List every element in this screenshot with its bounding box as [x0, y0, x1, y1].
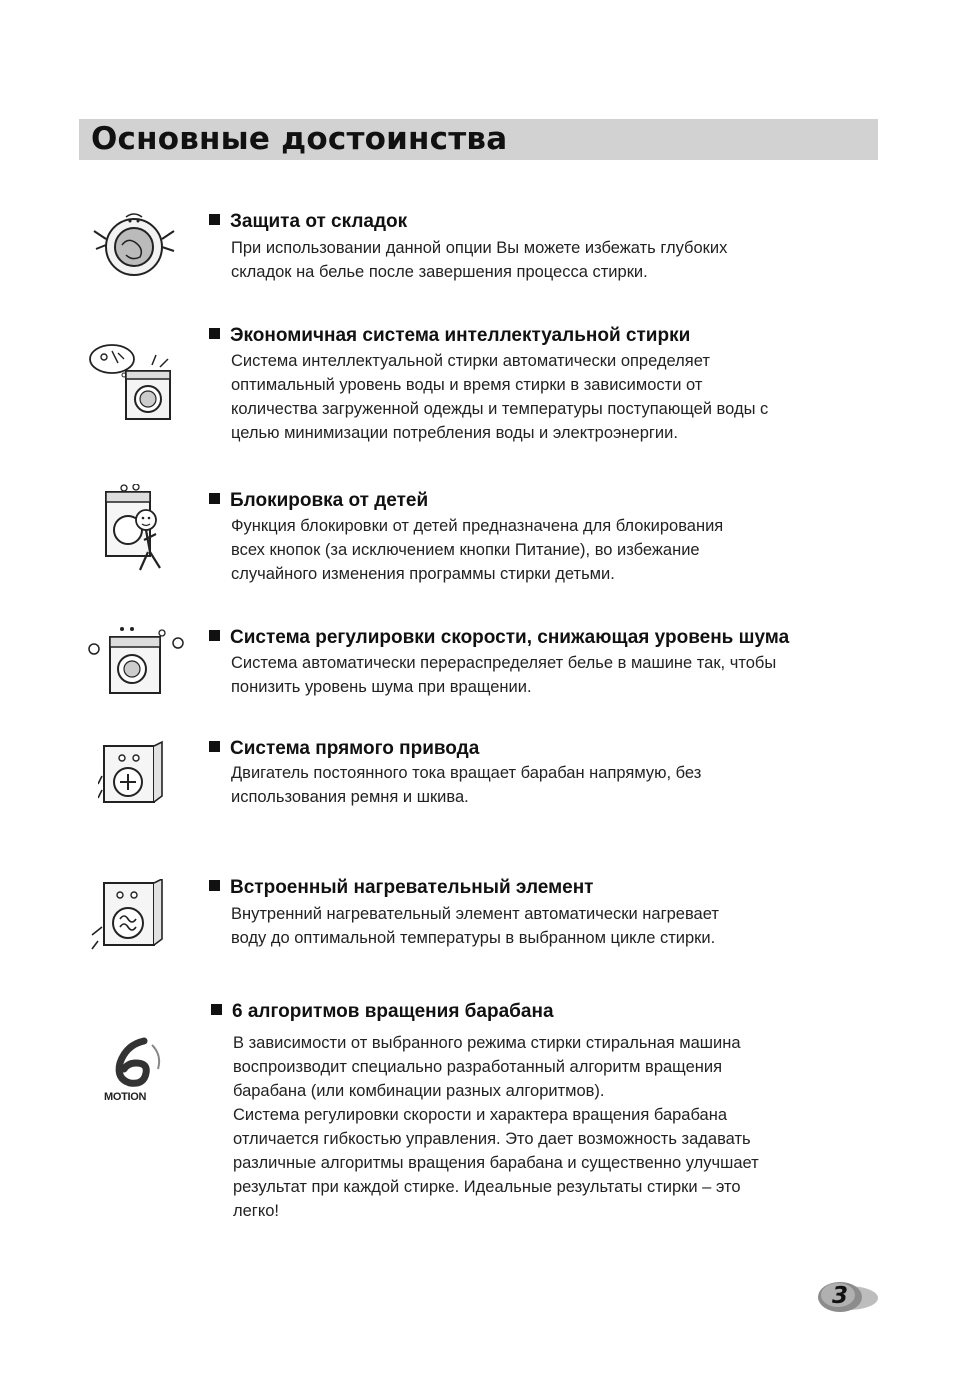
- bullet-square-icon: [209, 214, 220, 225]
- smart-wash-icon: [88, 341, 178, 423]
- feature-heading: Защита от складок: [209, 211, 407, 233]
- bullet-square-icon: [209, 493, 220, 504]
- feature-heading: Экономичная система интеллектуальной стирки: [209, 325, 690, 347]
- six-motion-label: MOTION: [104, 1091, 147, 1103]
- crease-protection-icon: [92, 209, 178, 283]
- feature-text: Двигатель постоянного тока вращает барабан напрямую, без использования ремня и шкива.: [231, 764, 702, 806]
- feature-heading: Система регулировки скорости, снижающая уровень шума: [209, 627, 789, 649]
- feature-text: Внутренний нагревательный элемент автоматически нагревает воду до оптимальной температуры в выбранном цикле стирки.: [231, 905, 719, 947]
- bullet-square-icon: [209, 741, 220, 752]
- direct-drive-icon: [98, 740, 166, 810]
- feature-heading: Система прямого привода: [209, 738, 479, 760]
- bullet-square-icon: [211, 1004, 222, 1015]
- feature-text: Система автоматически перераспределяет белье в машине так, чтобы понизить уровень шума при вращении.: [231, 654, 777, 696]
- child-lock-icon: [100, 484, 168, 584]
- feature-text: Функция блокировки от детей предназначена для блокирования всех кнопок (за исключением кнопки Питание), во избежание случайного изменения программы стирки детьми.: [231, 517, 724, 583]
- six-motion-icon: [108, 1037, 170, 1089]
- heater-icon: [90, 879, 168, 953]
- page-number: 3: [832, 1283, 849, 1309]
- bullet-square-icon: [209, 328, 220, 339]
- feature-text: В зависимости от выбранного режима стирки стиральная машина воспроизводит специально разработанный алгоритм вращения барабана (или комбинации разных алгоритмов). Система регулировки скорости и характера вращения барабана отличается гибкостью управления. Это дает возможность задавать различные алгоритмы вращения барабана и существенно улучшает результат при каждой стирке. Идеальные результаты стирки – это легко!: [233, 1034, 759, 1220]
- title-bar: [79, 119, 878, 160]
- bullet-square-icon: [209, 630, 220, 641]
- page-title: Основные достоинства: [91, 121, 508, 157]
- six-motion-logo: [104, 1037, 170, 1107]
- bullet-square-icon: [209, 880, 220, 891]
- page-number-badge: [810, 1280, 880, 1314]
- feature-heading: Блокировка от детей: [209, 490, 428, 512]
- noise-reduction-icon: [86, 625, 188, 697]
- feature-heading: Встроенный нагревательный элемент: [209, 877, 593, 899]
- feature-text: При использовании данной опции Вы можете избежать глубоких складок на белье после завершения процесса стирки.: [231, 239, 728, 281]
- feature-heading: 6 алгоритмов вращения барабана: [211, 1001, 554, 1023]
- feature-text: Система интеллектуальной стирки автоматически определяет оптимальный уровень воды и время стирки в зависимости от количества загруженной одежды и температуры поступающей воды с целью минимизации потребления воды и электроэнергии.: [231, 352, 769, 442]
